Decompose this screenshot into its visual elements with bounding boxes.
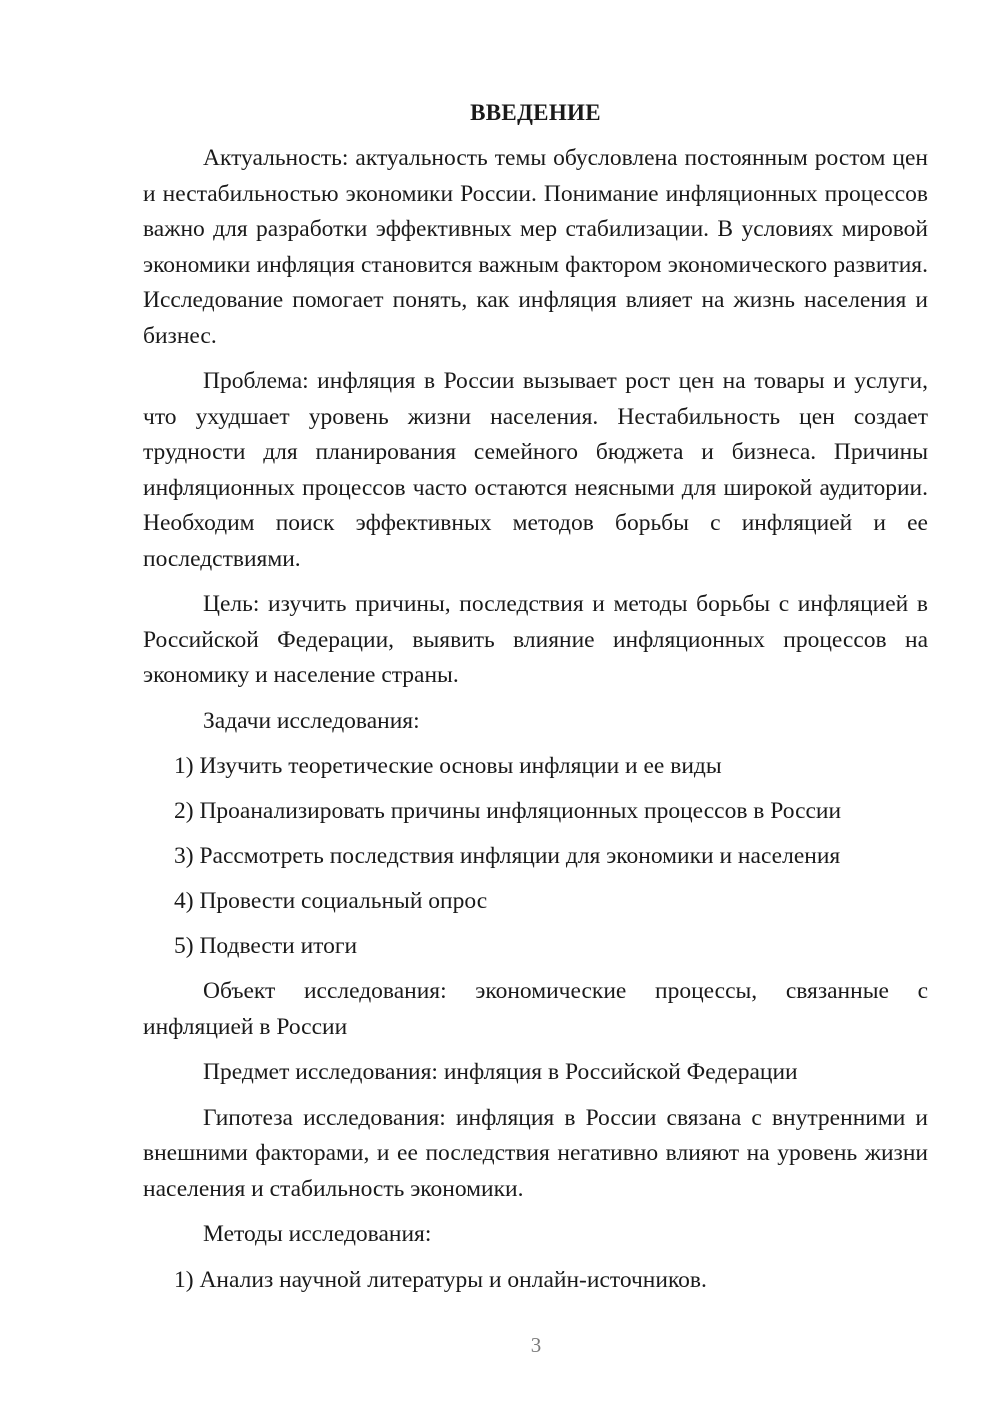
hypothesis-paragraph: Гипотеза исследования: инфляция в России связана с внутренними и внешними факторами, и ее последствия негативно влияют на уровень жизни населения и стабильность экономики. xyxy=(143,1104,928,1202)
tasks-heading: Задачи исследования: xyxy=(203,707,420,734)
goal-paragraph: Цель: изучить причины, последствия и методы борьбы с инфляцией в Российской Федерации, выявить влияние инфляционных процессов на экономику и население страны. xyxy=(143,591,928,688)
task-item-1: 1) Изучить теоретические основы инфляции и ее виды xyxy=(174,753,722,779)
methods-heading: Методы исследования: xyxy=(203,1221,432,1247)
task-item-5: 5) Подвести итоги xyxy=(174,933,358,959)
relevance-paragraph: Актуальность: актуальность темы обусловлена постоянным ростом цен и нестабильностью экономики России. Понимание инфляционных процессов важно для разработки эффективных мер стабилизации. В условиях мировой экономики инфляция становится важным фактором экономического развития. Исследование помогает понять, как инфляция влияет на жизнь населения и бизнес. xyxy=(143,145,928,349)
method-item-1: 1) Анализ научной литературы и онлайн-источников. xyxy=(174,1266,707,1293)
page-number: 3 xyxy=(530,1333,542,1357)
task-item-4: 4) Провести социальный опрос xyxy=(174,888,488,914)
object-paragraph: Объект исследования: экономические процессы, связанные с инфляцией в России xyxy=(143,978,928,1040)
page-body xyxy=(143,95,928,1308)
task-item-2: 2) Проанализировать причины инфляционных процессов в России xyxy=(174,798,842,824)
subject-paragraph: Предмет исследования: инфляция в Российской Федерации xyxy=(203,1059,798,1085)
problem-paragraph: Проблема: инфляция в России вызывает рост цен на товары и услуги, что ухудшает уровень жизни населения. Нестабильность цен создает трудности для планирования семейного бюджета и бизнеса. Причины инфляционных процессов часто остаются неясными для широкой аудитории. Необходим поиск эффективных методов борьбы с инфляцией и ее последствиями. xyxy=(143,368,928,572)
page-title: ВВЕДЕНИЕ xyxy=(470,100,601,125)
task-item-3: 3) Рассмотреть последствия инфляции для экономики и населения xyxy=(174,843,841,869)
